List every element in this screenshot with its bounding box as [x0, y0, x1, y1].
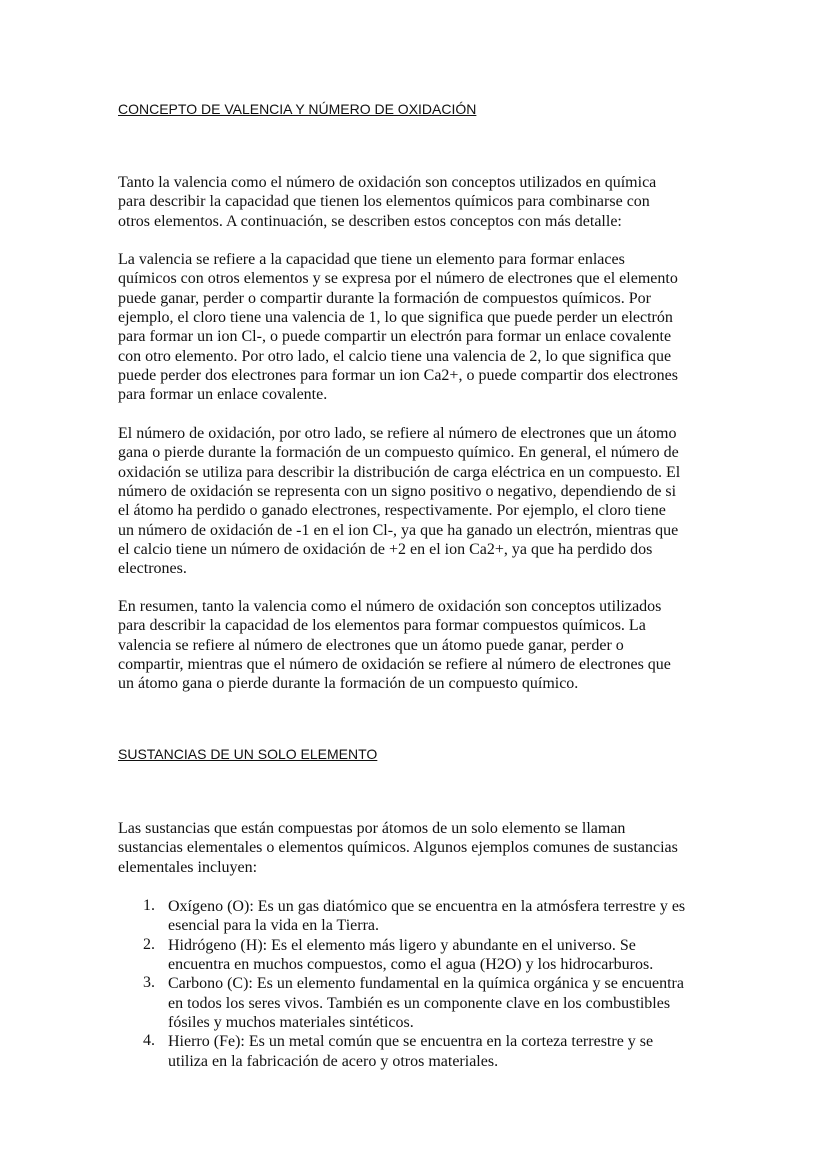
text-line: compartir, mientras que el número de oxidación se refiere al número de electrones que	[118, 656, 671, 674]
list-item	[118, 936, 685, 975]
list-number: 1.	[143, 897, 155, 914]
section-heading: SUSTANCIAS DE UN SOLO ELEMENTO	[118, 746, 378, 762]
text-line: puede ganar, perder o compartir durante la formación de compuestos químicos. Por	[118, 289, 651, 307]
text-line: gana o pierde durante la formación de un compuesto químico. En general, el número de	[118, 444, 679, 462]
text-line: En resumen, tanto la valencia como el número de oxidación son conceptos utilizados	[118, 598, 662, 615]
list-item	[118, 897, 685, 936]
text-line: para formar un ion Cl-, o puede compartir un electrón para formar un enlace covalente	[118, 328, 672, 346]
paragraph	[118, 250, 678, 405]
text-line: Hidrógeno (H): Es el elemento más ligero y abundante en el universo. Se	[168, 936, 636, 954]
list-item	[118, 1032, 685, 1071]
text-line: el calcio tiene un número de oxidación de +2 en el ion Ca2+, ya que ha perdido dos	[118, 541, 653, 559]
numbered-list	[118, 897, 685, 1071]
paragraph	[118, 597, 671, 694]
text-line: un átomo gana o pierde durante la formación de un compuesto químico.	[118, 675, 579, 693]
section-heading: CONCEPTO DE VALENCIA Y NÚMERO DE OXIDACIÓN	[118, 101, 477, 117]
list-number: 3.	[143, 974, 155, 992]
text-line: sustancias elementales o elementos químicos. Algunos ejemplos comunes de sustancias	[118, 839, 678, 857]
text-line: un número de oxidación de -1 en el ion Cl-, ya que ha ganado un electrón, mientras que	[118, 521, 679, 539]
list-number: 2.	[143, 935, 155, 953]
text-line: Tanto la valencia como el número de oxidación son conceptos utilizados en química	[118, 174, 657, 191]
text-line: el átomo ha perdido o ganado electrones, respectivamente. Por ejemplo, el cloro tiene	[118, 502, 666, 520]
text-line: ejemplo, el cloro tiene una valencia de 1, lo que significa que puede perder un electrón	[118, 309, 673, 327]
text-line: puede perder dos electrones para formar un ion Ca2+, o puede compartir dos electrones	[118, 367, 678, 385]
paragraph	[118, 819, 678, 877]
text-line: oxidación se utiliza para describir la distribución de carga eléctrica en un compuesto. El	[118, 463, 681, 481]
text-line: número de oxidación se representa con un signo positivo o negativo, dependiendo de si	[118, 483, 677, 501]
text-line: para formar un enlace covalente.	[118, 386, 328, 404]
text-line: elementales incluyen:	[118, 858, 258, 876]
text-line: Carbono (C): Es un elemento fundamental en la química orgánica y se encuentra	[168, 975, 684, 993]
paragraph	[118, 173, 656, 231]
text-line: utiliza en la fabricación de acero y otros materiales.	[168, 1052, 499, 1070]
text-line: para describir la capacidad que tienen los elementos químicos para combinarse con	[118, 193, 650, 211]
text-line: electrones.	[118, 560, 187, 578]
text-line: La valencia se refiere a la capacidad que tiene un elemento para formar enlaces	[118, 251, 625, 268]
text-line: Oxígeno (O): Es un gas diatómico que se encuentra en la atmósfera terrestre y es	[168, 898, 686, 915]
text-line: encuentra en muchos compuestos, como el agua (H2O) y los hidrocarburos.	[168, 956, 654, 974]
paragraph	[118, 424, 680, 579]
text-line: valencia se refiere al número de electrones que un átomo puede ganar, perder o	[118, 636, 624, 654]
list-number: 4.	[143, 1032, 155, 1050]
text-line: para describir la capacidad de los elementos para formar compuestos químicos. La	[118, 617, 646, 635]
text-line: Hierro (Fe): Es un metal común que se encuentra en la corteza terrestre y se	[168, 1033, 654, 1051]
list-item	[118, 974, 685, 1032]
text-line: en todos los seres vivos. También es un componente clave en los combustibles	[168, 994, 671, 1012]
text-line: fósiles y muchos materiales sintéticos.	[168, 1014, 414, 1032]
text-line: El número de oxidación, por otro lado, se refiere al número de electrones que un átomo	[118, 425, 677, 442]
text-line: Las sustancias que están compuestas por átomos de un solo elemento se llaman	[118, 820, 626, 837]
text-line: esencial para la vida en la Tierra.	[168, 917, 380, 935]
text-line: químicos con otros elementos y se expresa por el número de electrones que el elemento	[118, 270, 678, 288]
text-line: con otro elemento. Por otro lado, el calcio tiene una valencia de 2, lo que significa que	[118, 347, 672, 365]
text-line: otros elementos. A continuación, se describen estos conceptos con más detalle:	[118, 212, 622, 230]
